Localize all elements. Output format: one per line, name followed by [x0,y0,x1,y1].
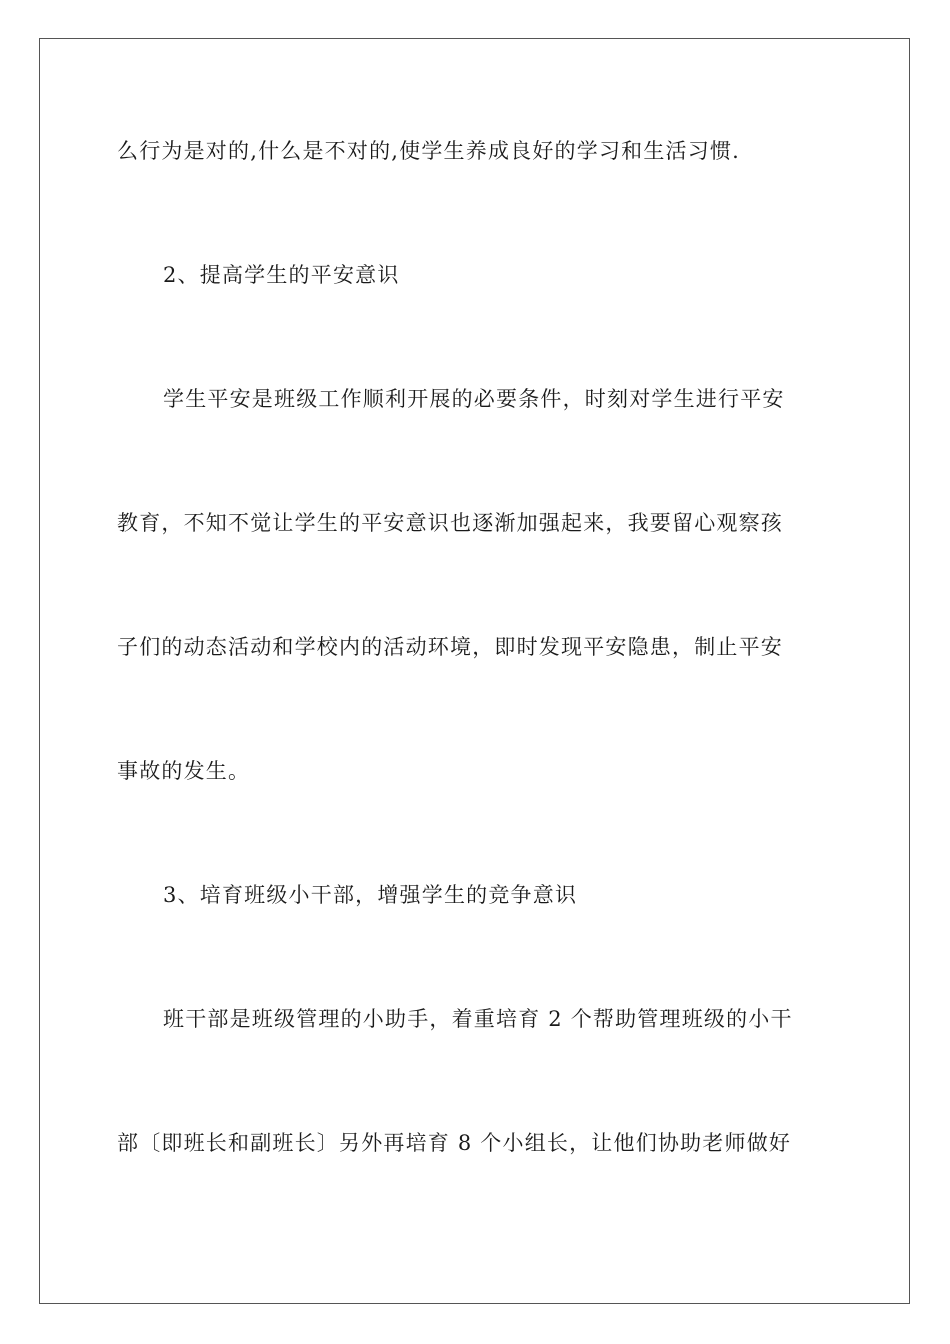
body-text-line: 子们的动态活动和学校内的活动环境，即时发现平安隐患，制止平安 [117,635,783,659]
page-border [39,38,910,1304]
body-text-line: 教育，不知不觉让学生的平安意识也逐渐加强起来，我要留心观察孩 [117,511,783,535]
section-heading: 2、提高学生的平安意识 [163,263,400,287]
section-heading: 3、培育班级小干部，增强学生的竞争意识 [163,883,578,907]
paragraph-first-line: 学生平安是班级工作顺利开展的必要条件，时刻对学生进行平安 [163,387,785,411]
paragraph-first-line: 班干部是班级管理的小助手，着重培育 2 个帮助管理班级的小干 [163,1007,793,1031]
body-text-line: 事故的发生。 [117,759,251,783]
body-text-line: 么行为是对的,什么是不对的,使学生养成良好的学习和生活习惯. [117,139,741,163]
body-text-line: 部〔即班长和副班长〕另外再培育 8 个小组长，让他们协助老师做好 [117,1131,792,1155]
